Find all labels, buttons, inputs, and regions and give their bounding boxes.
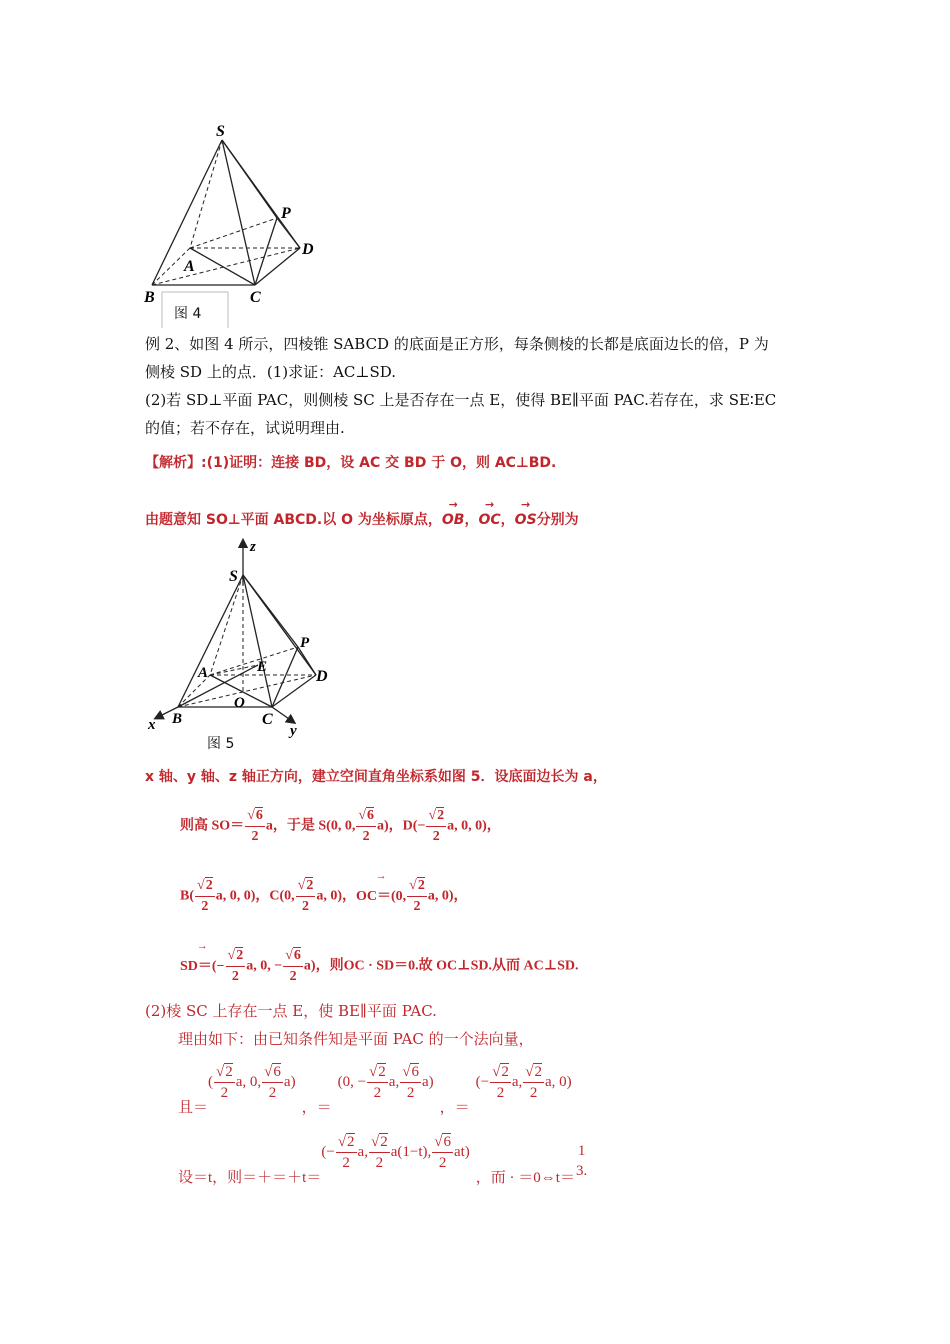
d-rest: a, 0, 0)， bbox=[447, 818, 501, 834]
figure-5-caption: 图 5 bbox=[207, 736, 235, 752]
figure-4-pyramid bbox=[140, 120, 340, 330]
vector-oc: → OC bbox=[478, 509, 500, 531]
solution-tag: 【解析】 bbox=[145, 455, 201, 471]
sqrt6-b: 6 bbox=[367, 808, 375, 823]
label-o5: O bbox=[234, 695, 245, 711]
v3-end: a, 0) bbox=[544, 1073, 572, 1090]
sqrt2-g: 2 bbox=[236, 948, 244, 963]
label-z: z bbox=[250, 539, 256, 555]
den-l: 2 bbox=[406, 1085, 415, 1101]
sqrt6-q: 6 bbox=[443, 1134, 451, 1150]
sqrt2-i: 2 bbox=[225, 1064, 233, 1080]
label-d5: D bbox=[316, 668, 328, 685]
sqrt2-d: 2 bbox=[205, 878, 213, 893]
sqrt2-n: 2 bbox=[534, 1064, 542, 1080]
sqrt2-o: 2 bbox=[347, 1134, 355, 1150]
label-e5: E bbox=[257, 659, 268, 675]
sd-mid: a, 0, − bbox=[246, 958, 283, 974]
eq2: ，＝ bbox=[439, 1099, 470, 1116]
label-x5: x bbox=[148, 717, 156, 733]
tail: ，而 · ＝0⇔t＝ bbox=[475, 1169, 575, 1186]
sd-rest: a)，则 bbox=[303, 958, 344, 974]
eq1: ，＝ bbox=[301, 1099, 332, 1116]
den-k: 2 bbox=[373, 1085, 382, 1101]
solution-line-2-a: 由题意知 SO⊥平面 ABCD.以 O 为坐标原点， bbox=[145, 512, 442, 528]
label-c: C bbox=[250, 289, 261, 306]
den-p: 2 bbox=[375, 1155, 384, 1171]
sqrt2-k: 2 bbox=[378, 1064, 386, 1080]
solution-line-sd: → SD＝(− $\frac{√2}{2}$ a, 0, − $\frac{√6}{2}$ a)，则OC · SD＝0.故 OC⊥SD.从而 AC⊥SD. bbox=[180, 946, 579, 987]
v3-start: (− bbox=[475, 1073, 490, 1090]
den-d: 2 bbox=[201, 899, 209, 914]
sqrt2-c: 2 bbox=[437, 808, 445, 823]
set-line: 设＝t，则＝＋＝＋t＝ bbox=[178, 1169, 322, 1186]
problem-line-2: 侧棱 SD 上的点．(1)求证：AC⊥SD. bbox=[145, 363, 397, 381]
oc-eq: → OC＝(0, bbox=[356, 885, 406, 905]
v4-mid: a, bbox=[357, 1143, 368, 1160]
label-b5: B bbox=[172, 711, 183, 727]
den-q: 2 bbox=[438, 1155, 447, 1171]
v2-start: (0, − bbox=[337, 1073, 367, 1090]
den-b: 2 bbox=[362, 829, 370, 844]
den-j: 2 bbox=[268, 1085, 277, 1101]
part2-line-2: 理由如下：由已知条件知是平面 PAC 的一个法向量， bbox=[178, 1030, 534, 1048]
label-p5: P bbox=[300, 635, 310, 651]
label-s: S bbox=[216, 123, 225, 140]
qie-label: 且＝ bbox=[178, 1099, 209, 1116]
den-a: 2 bbox=[251, 829, 259, 844]
height-label: 则高 SO＝ bbox=[180, 818, 245, 834]
one-minus-t: a(1−t), bbox=[390, 1143, 432, 1160]
label-s5: S bbox=[229, 568, 238, 585]
den-c: 2 bbox=[432, 829, 440, 844]
problem-line-4: 的值；若不存在，试说明理由. bbox=[145, 419, 345, 437]
problem-line-3: (2)若 SD⊥平面 PAC，则侧棱 SC 上是否存在一点 E，使得 BE∥平面 PAC.若存在，求 SE∶EC bbox=[145, 391, 777, 409]
solution-line-1-text: :(1)证明：连接 BD，设 AC 交 BD 于 O，则 AC⊥BD. bbox=[201, 455, 557, 471]
den-n: 2 bbox=[529, 1085, 538, 1101]
v2-end: a) bbox=[421, 1073, 434, 1090]
den-m: 2 bbox=[496, 1085, 505, 1101]
label-a5: A bbox=[198, 665, 209, 681]
den-e: 2 bbox=[301, 899, 309, 914]
figure-5-coordinate-pyramid bbox=[140, 535, 340, 745]
part2-vectors-line: 且＝( $\frac{√2}{2}$ a, 0, $\frac{√6}{2}$ a)，＝(0, − $\frac{√2}{2}$ a, $\frac{√6}{2}$ a)，＝(− $\frac{√2}{2}$ a, $\frac{√2}{2}$ a, 0) bbox=[178, 1064, 572, 1116]
t-den: 3. bbox=[575, 1162, 588, 1179]
sqrt2-p: 2 bbox=[380, 1134, 388, 1150]
solution-line-3: x 轴、y 轴、z 轴正方向，建立空间直角坐标系如图 5．设底面边长为 a， bbox=[145, 769, 607, 785]
sqrt6-j: 6 bbox=[273, 1064, 281, 1080]
problem-line-1: 例 2、如图 4 所示，四棱锥 SABCD 的底面是正方形，每条侧棱的长都是底面边长的倍，P 为 bbox=[145, 335, 769, 353]
oc-rest: a, 0)， bbox=[427, 888, 468, 904]
vector-ob: → OB bbox=[442, 509, 465, 531]
sd-eq: → SD＝(− bbox=[180, 955, 225, 975]
part2-line-1: (2)棱 SC 上存在一点 E，使 BE∥平面 PAC. bbox=[145, 1002, 437, 1020]
b-part: B( bbox=[180, 888, 194, 904]
label-b: B bbox=[144, 289, 155, 306]
b-rest: a, 0, 0)，C(0, bbox=[215, 888, 295, 904]
paren-1: ( bbox=[208, 1073, 214, 1090]
sqrt2-m: 2 bbox=[501, 1064, 509, 1080]
solution-line-2: 由题意知 SO⊥平面 ABCD.以 O 为坐标原点，→ OB，→ OC，→ OS分别为 bbox=[145, 509, 579, 531]
label-y5: y bbox=[290, 723, 297, 739]
so-rest: a，于是 S(0, 0, bbox=[265, 818, 356, 834]
label-a: A bbox=[184, 258, 195, 275]
solution-line-1 bbox=[145, 452, 556, 474]
dot-text: OC · SD＝0.故 OC⊥SD.从而 AC⊥SD. bbox=[343, 958, 579, 974]
sqrt6-l: 6 bbox=[411, 1064, 419, 1080]
v2-mid: a, bbox=[388, 1073, 400, 1090]
figure-4-caption: 图 4 bbox=[174, 306, 202, 322]
d-part: a)，D(− bbox=[377, 818, 426, 834]
label-c5: C bbox=[262, 711, 273, 728]
den-i: 2 bbox=[220, 1085, 229, 1101]
vector-os: → OS bbox=[515, 509, 537, 531]
den-g: 2 bbox=[231, 969, 239, 984]
v1-end: a) bbox=[283, 1073, 296, 1090]
solution-line-height: 则高 SO＝ $\frac{√6}{2}$ a，于是 S(0, 0, $\frac{√6}{2}$ a)，D(− $\frac{√2}{2}$ a, 0, 0)， bbox=[180, 806, 501, 847]
sqrt6-h: 6 bbox=[293, 948, 301, 963]
at: at) bbox=[453, 1143, 470, 1160]
label-d: D bbox=[302, 241, 314, 258]
t-num: 1 bbox=[577, 1142, 586, 1159]
v1: a, 0, bbox=[235, 1073, 262, 1090]
sqrt2-e: 2 bbox=[306, 878, 314, 893]
den-o: 2 bbox=[342, 1155, 350, 1171]
solution-line-2-b: 分别为 bbox=[536, 512, 579, 528]
solution-line-bc: B( $\frac{√2}{2}$ a, 0, 0)，C(0, $\frac{√2}{2}$ a, 0)，→ OC＝(0, $\frac{√2}{2}$ a, 0)， bbox=[180, 876, 468, 917]
part2-param-line: 设＝t，则＝＋＝＋t＝(− $\frac{√2}{2}$ a, $\frac{√2}{2}$ a(1−t), $\frac{√6}{2}$ at)，而 · ＝0⇔t＝ 1 3. bbox=[178, 1134, 588, 1186]
sqrt6-a: 6 bbox=[255, 808, 263, 823]
c-rest: a, 0)， bbox=[316, 888, 356, 904]
label-p: P bbox=[281, 205, 291, 222]
v4-start: (− bbox=[321, 1143, 335, 1160]
sqrt2-f: 2 bbox=[417, 878, 425, 893]
den-f: 2 bbox=[413, 899, 421, 914]
v3-mid: a, bbox=[511, 1073, 523, 1090]
den-h: 2 bbox=[289, 969, 297, 984]
